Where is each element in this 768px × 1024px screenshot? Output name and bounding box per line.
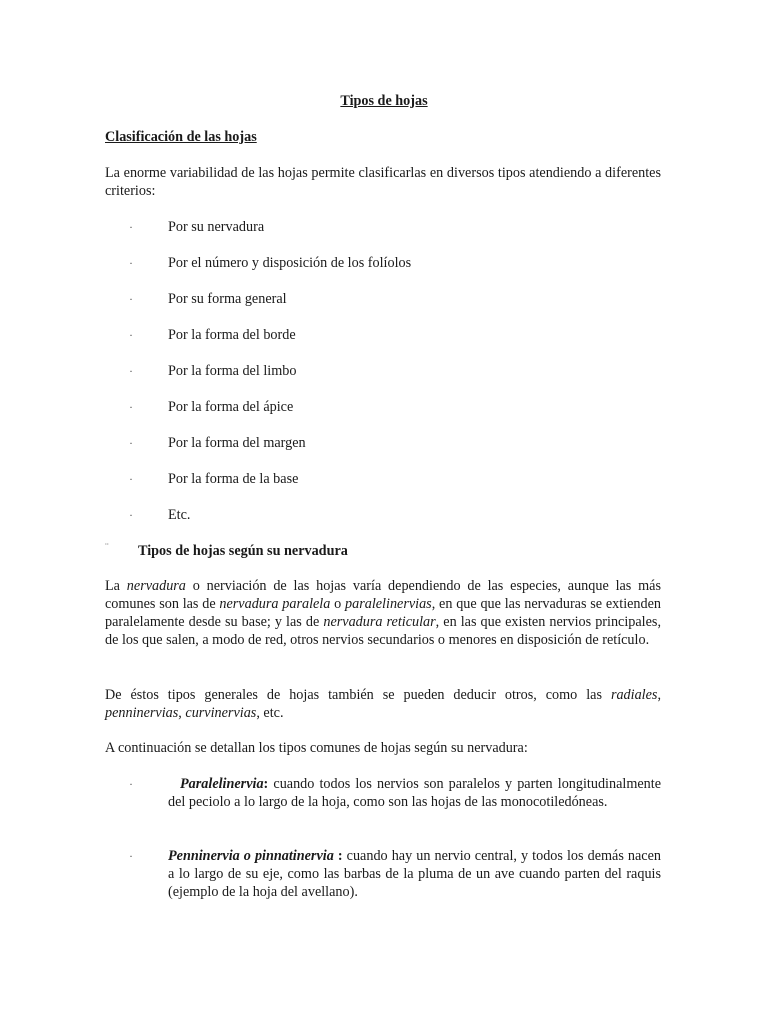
list-bullet: ·: [129, 849, 133, 863]
list-item: Por la forma del ápice: [168, 399, 294, 415]
type-penninervia: Penninervia o pinnatinervia : cuando hay un nervio central, y todos los demás nacen a lo largo de su eje, como las barbas de la pluma de un ave cuando parten del raquis (ejemplo de la hoja del avellano).: [168, 848, 661, 900]
type-paralelinervia: Paralelinervia: cuando todos los nervios son paralelos y parten longitudinalmente del peciolo a lo largo de la hoja, como son las hojas de las monocotiledóneas.: [168, 776, 661, 810]
nervadura-paragraph: La nervadura o nerviación de las hojas varía dependiendo de las especies, aunque las más comunes son las de nervadura paralela o paralelinervias, en que que las nervaduras se extienden paralelamente desde su base; y las de nervadura reticular, en las que existen nervios principales, de los que salen, a modo de red, otros nervios secundarios o menores en disposición de retículo.: [105, 578, 662, 648]
list-bullet: ·: [129, 436, 133, 450]
section-heading: Tipos de hojas según su nervadura: [138, 543, 348, 559]
list-item: Por la forma del margen: [168, 435, 306, 451]
list-bullet: ·: [129, 400, 133, 414]
section-marker: ¨: [105, 541, 109, 553]
list-item: Por la forma de la base: [168, 471, 299, 487]
type-term: Penninervia o pinnatinervia: [168, 848, 334, 864]
list-item: Por la forma del limbo: [168, 363, 297, 379]
list-bullet: ·: [129, 220, 133, 234]
intro-paragraph: La enorme variabilidad de las hojas permite clasificarlas en diversos tipos atendiendo a diferentes criterios:: [105, 165, 661, 199]
list-bullet: ·: [129, 508, 133, 522]
types-intro-paragraph: A continuación se detallan los tipos comunes de hojas según su nervadura:: [105, 740, 528, 756]
list-item: Por su forma general: [168, 291, 287, 307]
list-bullet: ·: [129, 256, 133, 270]
list-item: Etc.: [168, 507, 191, 523]
page-title: Tipos de hojas: [340, 93, 428, 109]
list-bullet: ·: [129, 472, 133, 486]
list-bullet: ·: [129, 777, 133, 791]
list-bullet: ·: [129, 292, 133, 306]
list-bullet: ·: [129, 328, 133, 342]
list-bullet: ·: [129, 364, 133, 378]
section-subtitle: Clasificación de las hojas: [105, 129, 257, 145]
list-item: Por su nervadura: [168, 219, 265, 235]
list-item: Por el número y disposición de los folíolos: [168, 255, 412, 271]
type-term: Paralelinervia: [180, 776, 264, 792]
list-item: Por la forma del borde: [168, 327, 296, 343]
derived-types-paragraph: De éstos tipos generales de hojas también se pueden deducir otros, como las radiales, penninervias, curvinervias, etc.: [105, 687, 661, 721]
